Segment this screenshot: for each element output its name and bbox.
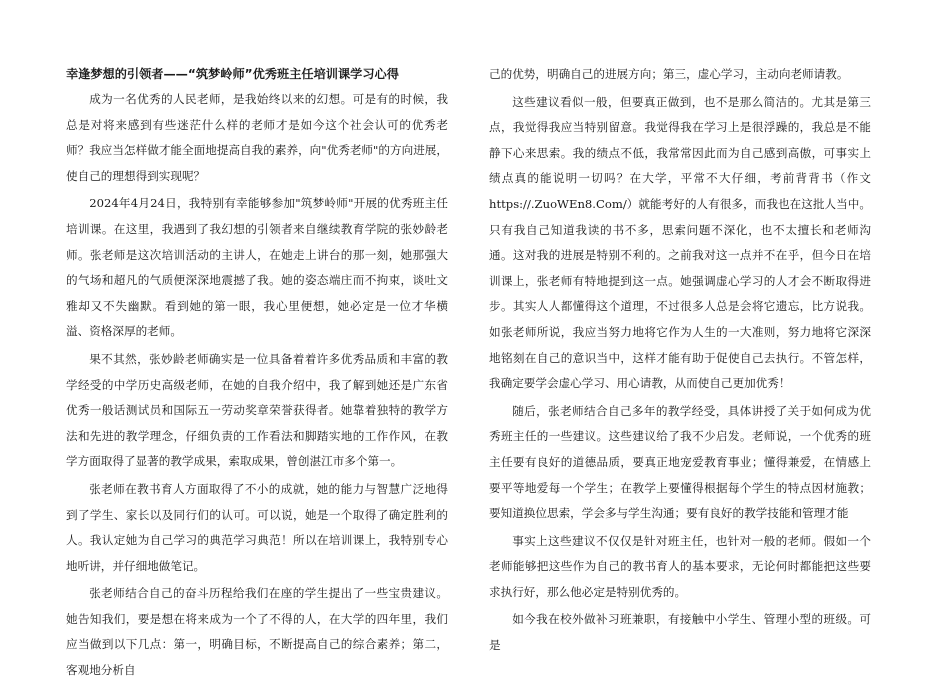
paragraph: 张老师在教书育人方面取得了不小的成就，她的能力与智慧广泛地得到了学生、家长以及同行们的认可。可以说，她是一个取得了确定胜利的人。我认定她为自己学习的典范学习典范！所以在培训课上，我特别专心地听讲，并仔细地做笔记。 xyxy=(66,481,448,573)
left-column xyxy=(66,62,448,686)
right-column xyxy=(489,62,871,661)
paragraph: 这些建议看似一般，但要真正做到，也不是那么简洁的。尤其是第三点，我觉得我应当特别留意。我觉得我在学习上是很浮躁的，我总是不能静下心来思索。我的绩点不低，我常常因此而为自己感到高傲，可事实上绩点真的能说明一切吗？在大学，平常不大仔细，考前背背书（作文https://.ZuoWEn8.Com/）就能考好的人有很多，而我也在这批人当中。只有我自己知道我读的书不多，思索问题不深化，也不太擅长和老师沟通。这对我的进展是特别不利的。之前我对这一点并不在乎，但今日在培训课上，张老师有特地提到这一点。她强调虚心学习的人才会不断取得进步。其实人人都懂得这个道理，不过很多人总是会将它遗忘，比方说我。如张老师所说，我应当努力地将它作为人生的一大准则，努力地将它深深地铭刻在自己的意识当中，这样才能有助于促使自己去执行。不管怎样，我确定要学会虚心学习、用心请教，从而使自己更加优秀！ xyxy=(489,94,871,391)
paragraph: 如今我在校外做补习班兼职，有接触中小学生、管理小型的班级。可是 xyxy=(489,612,871,653)
paragraph: 2024年4月24日，我特别有幸能够参加"筑梦岭师"开展的优秀班主任培训课。在这里，我遇到了我幻想的引领者来自继续教育学院的张妙龄老师。张老师是这次培训活动的主讲人，在她走上讲台的那一刻，她那强大的气场和超凡的气质便深深地震撼了我。她的姿态端庄而不拘束，谈吐文雅却又不失幽默。看到她的第一眼，我心里便想，她必定是一位才华横溢、资格深厚的老师。 xyxy=(66,196,448,339)
paragraph-continuation: 己的优势，明确自己的进展方向；第三，虚心学习，主动向老师请教。 xyxy=(489,67,849,81)
paragraph: 成为一名优秀的人民老师，是我始终以来的幻想。可是有的时候，我总是对将来感到有些迷茫什么样的老师才是如今这个社会认可的优秀老师？我应当怎样做才能全面地提高自我的素养，向"优秀老师"的方向进展，使自己的理想得到实现呢？ xyxy=(66,92,448,183)
paragraph: 随后，张老师结合自己多年的教学经受，具体讲授了关于如何成为优秀班主任的一些建议。这些建议给了我不少启发。老师说，一个优秀的班主任要有良好的道德品质，要真正地宠爱教育事业；懂得兼爱，在情感上要平等地爱每一个学生；在教学上要懂得根据每个学生的特点因材施教；要知道换位思索，学会多与学生沟通；要有良好的教学技能和管理才能 xyxy=(489,403,871,521)
document-title: 幸逢梦想的引领者——“筑梦岭师”优秀班主任培训课学习心得 xyxy=(66,67,399,81)
paragraph: 张老师结合自己的奋斗历程给我们在座的学生提出了一些宝贵建议。她告知我们，要是想在将来成为一个了不得的人，在大学的四年里，我们应当做到以下几点：第一，明确目标，不断提高自己的综合素养；第二，客观地分析自 xyxy=(66,586,448,678)
paragraph: 事实上这些建议不仅仅是针对班主任，也针对一般的老师。假如一个老师能够把这些作为自己的教书育人的基本要求，无论何时都能把这些要求执行好，那么他必定是特别优秀的。 xyxy=(489,533,871,599)
paragraph: 果不其然，张妙龄老师确实是一位具备着着许多优秀品质和丰富的教学经受的中学历史高级老师，在她的自我介绍中，我了解到她还是广东省优秀一般话测试员和国际五一劳动奖章荣誉获得者。她靠着独特的教学方法和先进的教学理念，仔细负责的工作看法和脚踏实地的工作作风，在教学方面取得了显著的教学成果，索取成果，曾创湛江市多个第一。 xyxy=(66,351,448,469)
